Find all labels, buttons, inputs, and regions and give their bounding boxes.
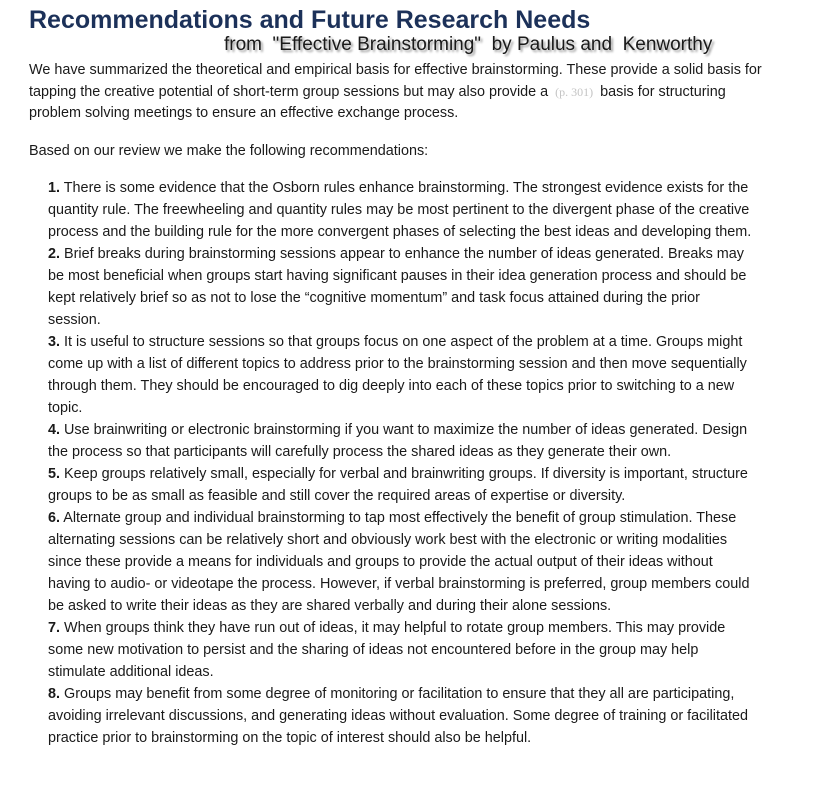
recommendation-number: 7. (48, 620, 61, 636)
recommendations-list (48, 177, 753, 749)
recommendation-text: Brief breaks during brainstorming sessions appear to enhance the number of ideas generated. Breaks may be most beneficial when groups start having significant pauses in their idea generation process and should be kept relatively brief so as not to lose the “cognitive momentum” and task focus attained during the prior session. (48, 246, 747, 328)
recommendation-item (48, 243, 753, 331)
recommendation-text: When groups think they have run out of ideas, it may helpful to rotate group members. This may provide some new motivation to persist and the sharing of ideas not encountered before in the group may help stimulate additional ideas. (48, 620, 726, 680)
page-title: Recommendations and Future Research Needs (29, 6, 591, 34)
recommendation-number: 8. (48, 686, 61, 702)
recommendation-text: Alternate group and individual brainstorming to tap most effectively the benefit of group stimulation. These alternating sessions can be relatively short and obviously work best with the electronic or writing modalities since these provide a means for individuals and groups to provide the actual output of their ideas without having to audio- or videotape the process. However, if verbal brainstorming is preferred, group members could be asked to write their ideas as they are shared verbally and during their alone sessions. (48, 510, 750, 614)
recommendation-item (48, 683, 753, 749)
intro-paragraph (29, 60, 769, 125)
recommendation-item (48, 419, 753, 463)
recommendation-text: It is useful to structure sessions so that groups focus on one aspect of the problem at a time. Groups might come up with a list of different topics to address prior to the brainstorming session and then move sequentially through them. They should be encouraged to dig deeply into each of these topics prior to switching to a new topic. (48, 334, 747, 416)
intro-text-start: We have summarized the theoretical and empirical basis for effective brainstorming. These provide a solid basis for tapping the creative potential of short-term group sessions but may also provide a (29, 62, 762, 100)
page-subtitle: from "Effective Brainstorming" by Paulus and Kenworthy (224, 34, 713, 55)
recommendation-text: Use brainwriting or electronic brainstorming if you want to maximize the number of ideas generated. Design the process so that participants will carefully process the shared ideas as they generate their own. (48, 422, 748, 460)
recommendation-number: 2. (48, 246, 61, 262)
recommendation-item (48, 463, 753, 507)
page-reference: (p. 301) (555, 84, 594, 99)
recommendation-number: 1. (48, 180, 61, 196)
recommendation-item (48, 507, 753, 617)
recommendation-text: Keep groups relatively small, especially for verbal and brainwriting groups. If diversity is important, structure groups to be as small as feasible and still cover the required areas of expertise or diversity. (48, 466, 748, 504)
recommendation-number: 5. (48, 466, 61, 482)
recommendation-number: 6. (48, 510, 61, 526)
recommendation-item (48, 177, 753, 243)
recommendation-item (48, 331, 753, 419)
recommendation-number: 4. (48, 422, 61, 438)
recommendations-lead: Based on our review we make the following recommendations: (29, 143, 429, 159)
recommendation-number: 3. (48, 334, 61, 350)
intro-text-end: basis for structuring problem solving meetings to ensure an effective exchange process. (29, 83, 726, 121)
recommendation-text: There is some evidence that the Osborn rules enhance brainstorming. The strongest evidence exists for the quantity rule. The freewheeling and quantity rules may be most pertinent to the divergent phase of the creative process and the building rule for the more convergent phases of selecting the best ideas and developing them. (48, 180, 752, 240)
recommendation-item (48, 617, 753, 683)
recommendation-text: Groups may benefit from some degree of monitoring or facilitation to ensure that they all are participating, avoiding irrelevant discussions, and generating ideas without evaluation. Some degree of training or facilitated practice prior to brainstorming on the topic of interest should also be helpful. (48, 686, 748, 746)
